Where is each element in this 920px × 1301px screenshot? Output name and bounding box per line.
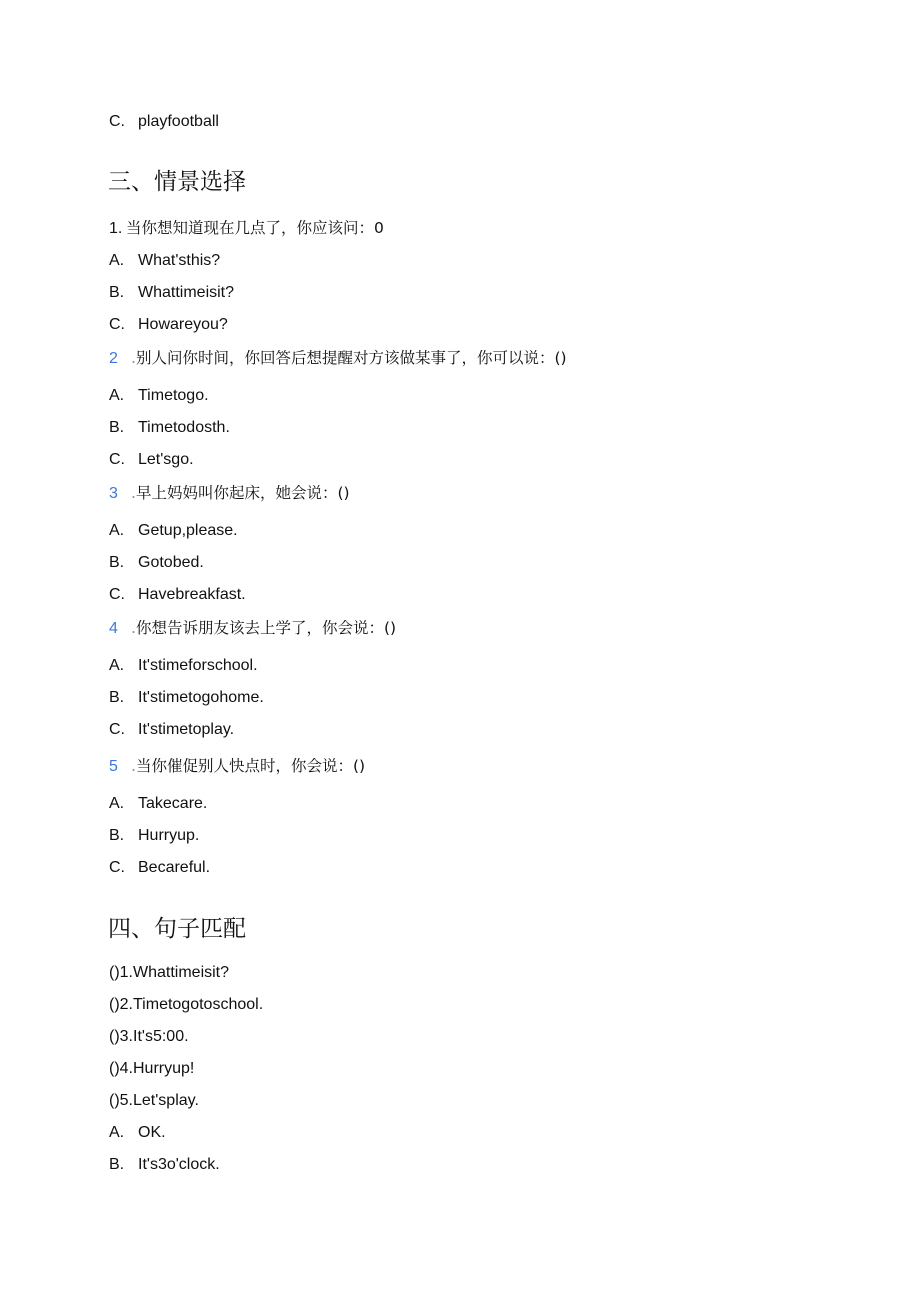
match-item-3: ()3.It's5:00. <box>109 1028 189 1045</box>
option-text: Timetodosth. <box>138 419 230 436</box>
match-item-4: ()4.Hurryup! <box>109 1060 195 1077</box>
q3-option-b <box>109 553 204 573</box>
q2-option-b <box>109 418 230 438</box>
q3-option-a <box>109 521 238 541</box>
question-text: 早上妈妈叫你起床，她会说：() <box>135 484 350 502</box>
option-letter: A. <box>109 657 125 674</box>
question-number: 3 <box>109 485 118 502</box>
q2-option-a <box>109 386 209 406</box>
q1-option-c <box>109 315 228 335</box>
option-letter: C. <box>109 113 125 130</box>
option-letter: B. <box>109 554 125 571</box>
option-letter: A. <box>109 1124 125 1141</box>
option-text: Hurryup. <box>138 827 200 844</box>
option-letter: C. <box>109 586 125 603</box>
option-letter: B. <box>109 284 125 301</box>
option-letter: C. <box>109 721 125 738</box>
option-text: OK. <box>138 1124 166 1141</box>
option-text: It's3o'clock. <box>138 1156 220 1173</box>
question-4 <box>109 618 396 639</box>
option-letter: B. <box>109 689 125 706</box>
match-answer-a <box>109 1123 166 1143</box>
option-c-top <box>109 112 219 132</box>
question-text: 当你想知道现在几点了，你应该问：0 <box>126 219 384 237</box>
option-text: Getup,please. <box>138 522 238 539</box>
question-2 <box>109 348 567 369</box>
question-3 <box>109 483 350 504</box>
question-dot: . <box>131 349 136 367</box>
option-text: Gotobed. <box>138 554 204 571</box>
option-text: Let'sgo. <box>138 451 194 468</box>
section-4-title: 四、句子匹配 <box>108 916 246 942</box>
option-letter: A. <box>109 795 125 812</box>
option-text: playfootball <box>138 113 219 130</box>
option-text: What'sthis? <box>138 252 221 269</box>
option-letter: C. <box>109 859 125 876</box>
question-text: 你想告诉朋友该去上学了，你会说：() <box>135 619 397 637</box>
q5-option-c <box>109 858 210 878</box>
match-item-5: ()5.Let'splay. <box>109 1092 199 1109</box>
option-letter: A. <box>109 252 125 269</box>
q5-option-a <box>109 794 207 814</box>
option-letter: B. <box>109 419 125 436</box>
section-3-title: 三、情景选择 <box>108 169 246 195</box>
question-1 <box>109 218 384 239</box>
option-text: Becareful. <box>138 859 211 876</box>
option-letter: A. <box>109 387 125 404</box>
question-text: 当你催促别人快点时，你会说：() <box>135 757 366 775</box>
q4-option-a <box>109 656 258 676</box>
option-letter: A. <box>109 522 125 539</box>
match-item-1: ()1.Whattimeisit? <box>109 964 230 981</box>
question-dot: . <box>131 484 136 502</box>
question-5 <box>109 756 365 777</box>
q4-option-b <box>109 688 264 708</box>
option-text: It'stimetogohome. <box>138 689 264 706</box>
question-dot: . <box>131 619 136 637</box>
option-text: It'stimeforschool. <box>138 657 258 674</box>
option-text: Timetogo. <box>138 387 209 404</box>
q2-option-c <box>109 450 194 470</box>
option-letter: B. <box>109 827 125 844</box>
q1-option-a <box>109 251 220 271</box>
match-answer-b <box>109 1155 220 1175</box>
option-text: Havebreakfast. <box>138 586 246 603</box>
question-number: 4 <box>109 620 118 637</box>
option-text: Whattimeisit? <box>138 284 235 301</box>
match-item-2: ()2.Timetogotoschool. <box>109 996 264 1013</box>
q3-option-c <box>109 585 246 605</box>
question-dot: . <box>131 757 136 775</box>
option-letter: C. <box>109 316 125 333</box>
q4-option-c <box>109 720 234 740</box>
option-text: Takecare. <box>138 795 208 812</box>
question-number: 2 <box>109 350 118 367</box>
q5-option-b <box>109 826 199 846</box>
question-number: 1. <box>109 220 123 237</box>
option-letter: B. <box>109 1156 125 1173</box>
q1-option-b <box>109 283 234 303</box>
option-text: It'stimetoplay. <box>138 721 235 738</box>
option-text: Howareyou? <box>138 316 228 333</box>
question-text: 别人问你时间，你回答后想提醒对方该做某事了，你可以说：() <box>135 349 567 367</box>
question-number: 5 <box>109 758 118 775</box>
option-letter: C. <box>109 451 125 468</box>
